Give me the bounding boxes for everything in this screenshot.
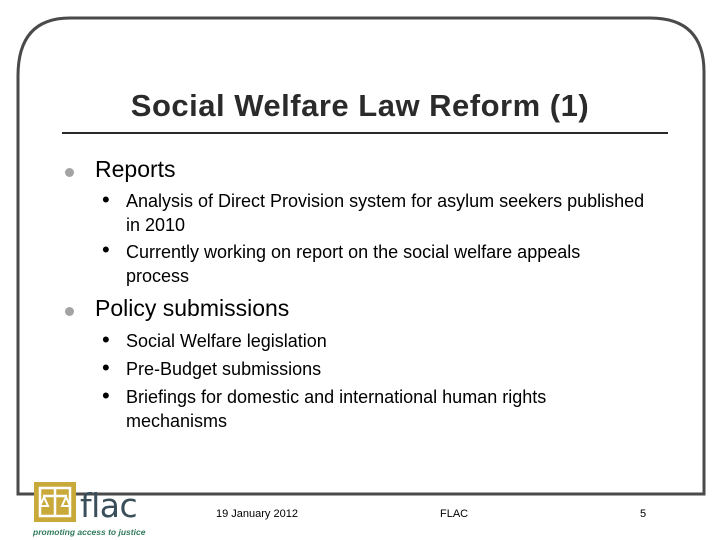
footer-organisation: FLAC bbox=[440, 508, 469, 520]
footer-page-number: 5 bbox=[640, 508, 647, 520]
report-item-1: Analysis of Direct Provision system for asylum seekers published in 2010 bbox=[126, 191, 645, 235]
policy-item-3: Briefings for domestic and international human rights mechanisms bbox=[126, 387, 547, 431]
report-item-2: Currently working on report on the social welfare appeals process bbox=[126, 242, 581, 286]
slide-title: Social Welfare Law Reform (1) bbox=[130, 88, 590, 123]
bullet-policy-2: • bbox=[102, 355, 110, 380]
policy-item-2: Pre-Budget submissions bbox=[126, 359, 322, 379]
bullet-policy-3: • bbox=[102, 383, 110, 408]
logo-word: flac bbox=[80, 486, 138, 525]
section-heading-reports: Reports bbox=[95, 156, 176, 182]
bullet-policy-1: • bbox=[102, 327, 110, 352]
bullet-report-1: • bbox=[102, 187, 110, 212]
title-underline bbox=[62, 132, 668, 134]
bullet-policy bbox=[65, 307, 74, 316]
footer-date: 19 January 2012 bbox=[216, 508, 298, 520]
logo-tagline: promoting access to justice bbox=[33, 527, 146, 537]
section-heading-policy: Policy submissions bbox=[95, 295, 290, 321]
policy-item-1: Social Welfare legislation bbox=[126, 331, 327, 351]
bullet-report-2: • bbox=[102, 237, 110, 262]
bullet-reports bbox=[65, 168, 74, 177]
